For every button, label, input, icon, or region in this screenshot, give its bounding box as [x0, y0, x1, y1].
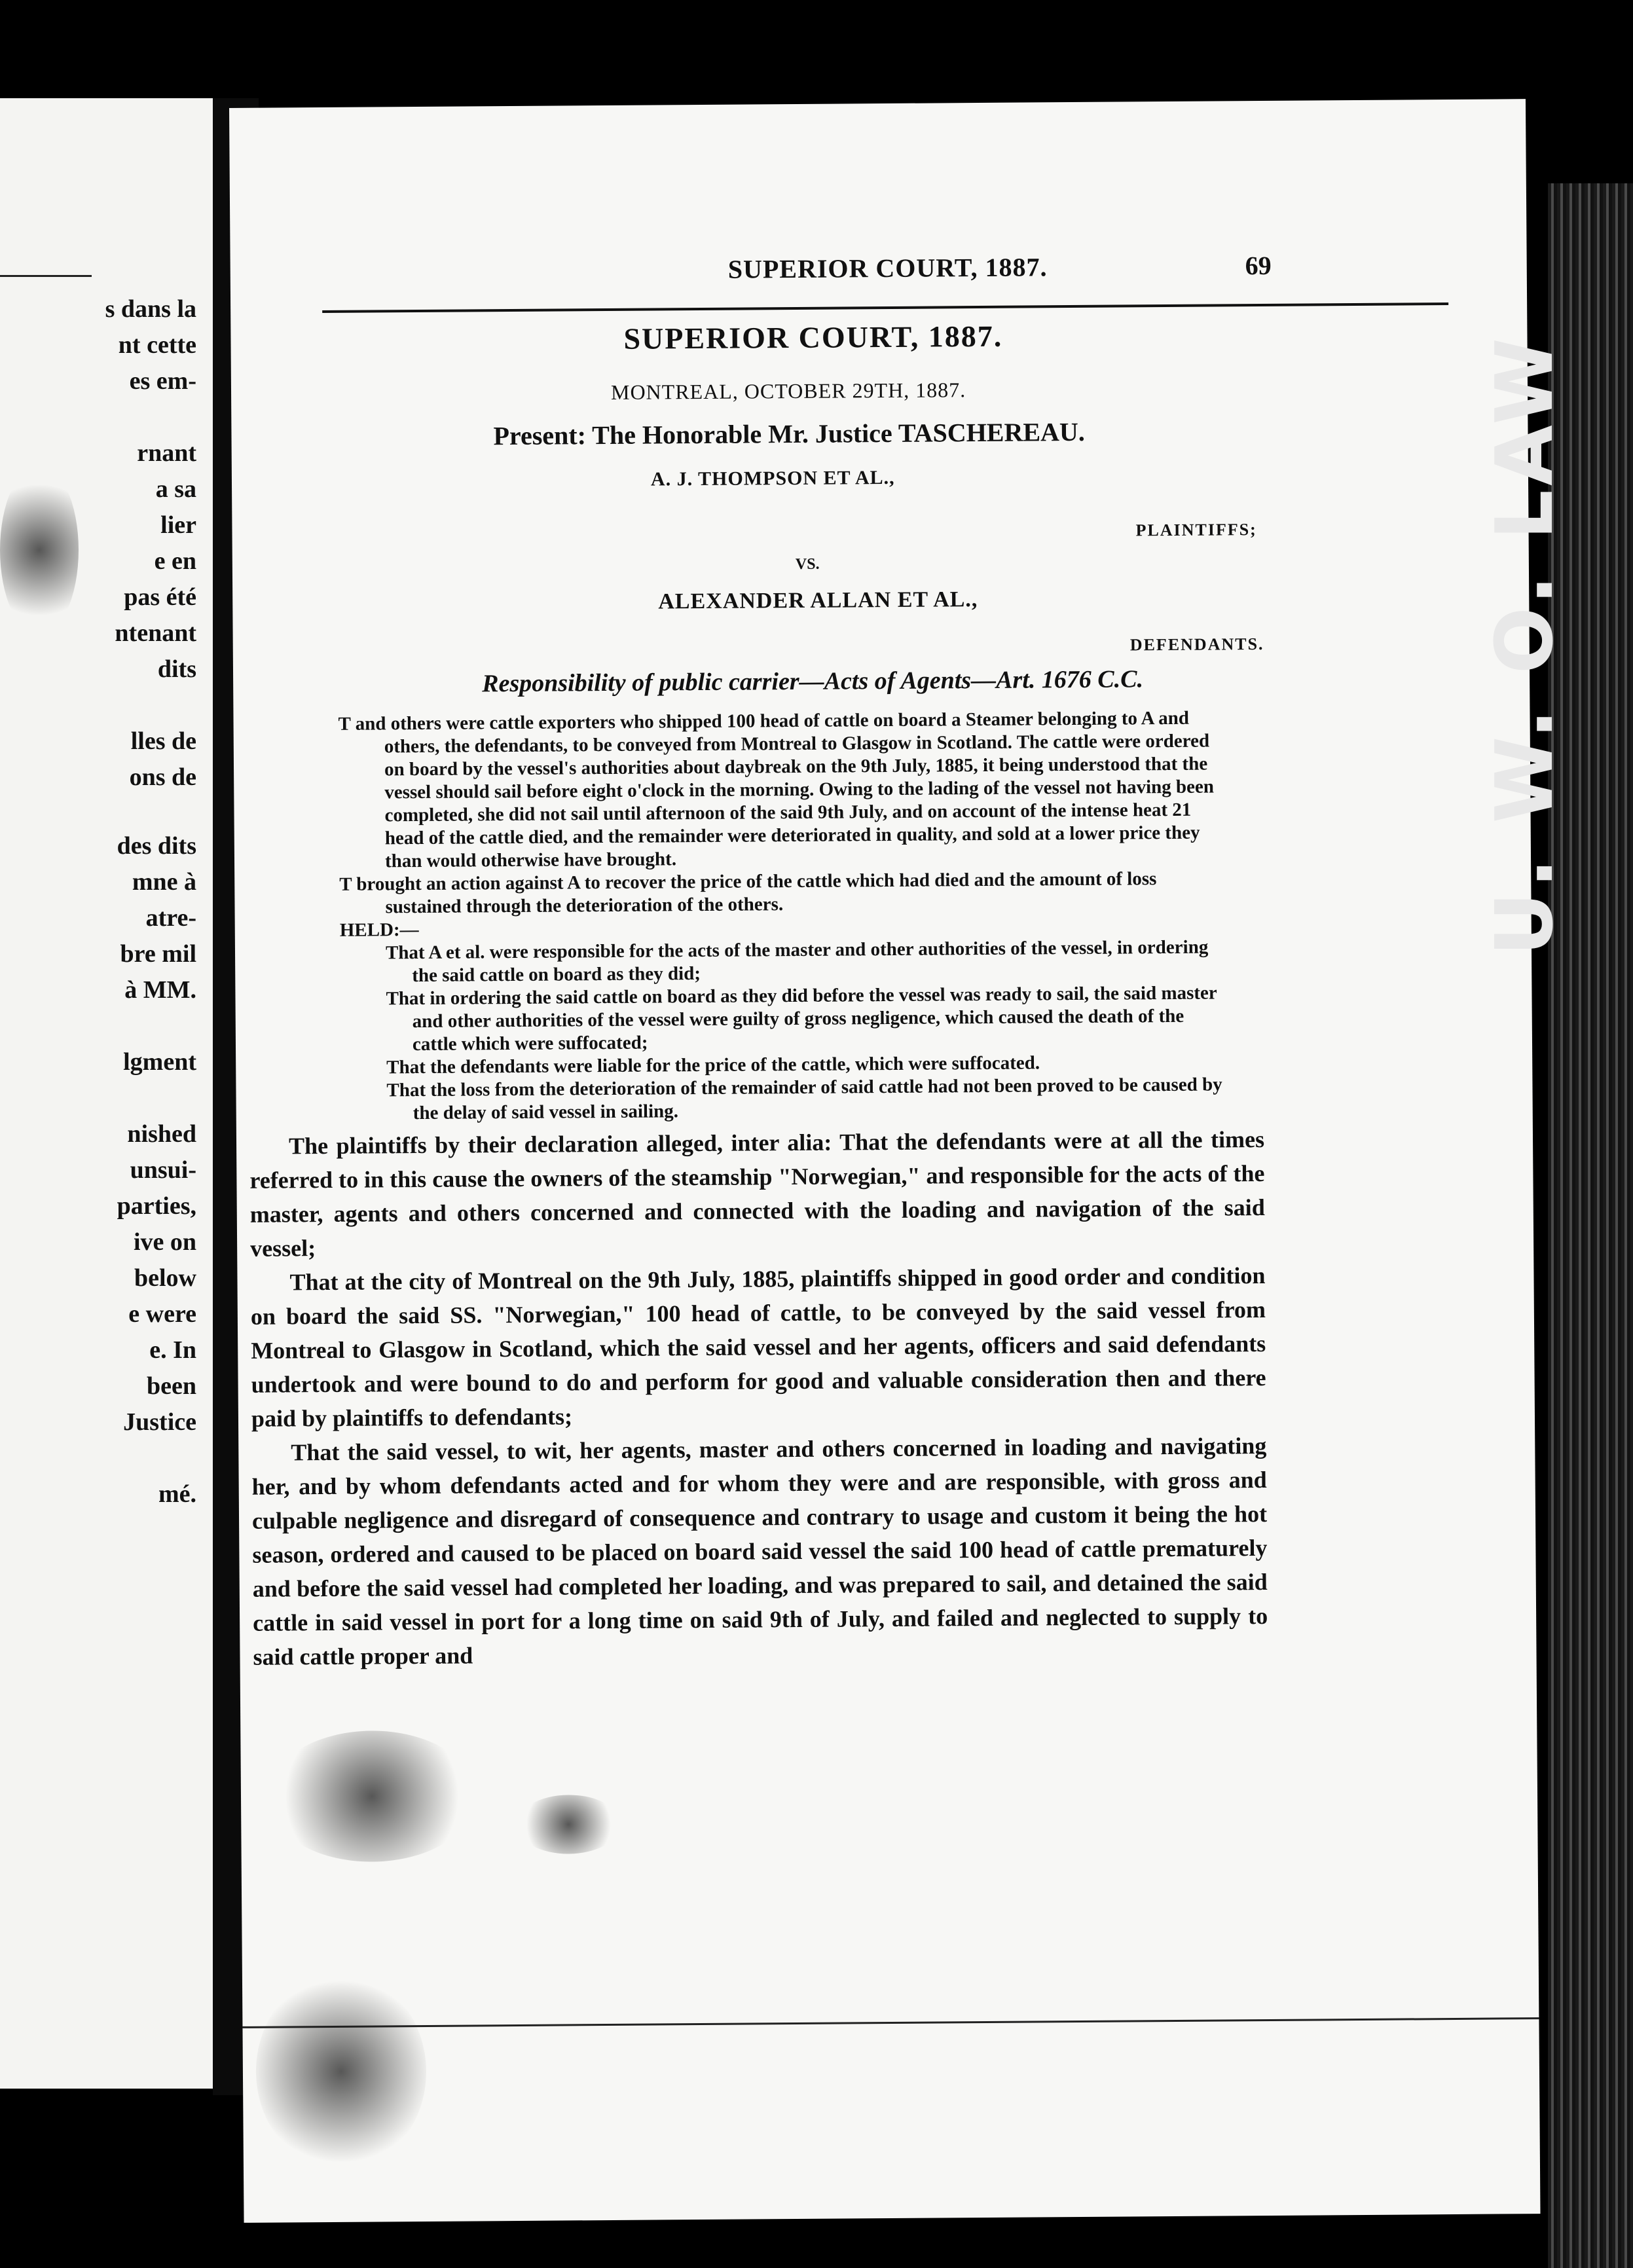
left-fragment-line: a sa: [155, 475, 196, 503]
left-fragment-line: es em-: [129, 367, 196, 395]
left-fragment-line: e. In: [149, 1336, 196, 1364]
left-fragment-line: e en: [154, 547, 196, 575]
defendant-name: ALEXANDER ALLAN ET AL.,: [658, 587, 978, 614]
page-number: 69: [1245, 250, 1272, 281]
ink-smudge: [266, 1730, 477, 1862]
dateline: MONTREAL, OCTOBER 29TH, 1887.: [610, 378, 966, 404]
ink-smudge: [255, 1973, 427, 2170]
left-fragment-line: des dits: [117, 832, 196, 860]
main-page: [229, 99, 1541, 2223]
left-fragment-line: ive on: [133, 1228, 196, 1256]
left-fragment-line: parties,: [117, 1192, 196, 1220]
left-fragment-line: à MM.: [124, 976, 196, 1004]
subject-heading: Responsibility of public carrier—Acts of Agents—Art. 1676 C.C.: [482, 665, 1144, 698]
left-fragment-line: nt cette: [118, 331, 196, 359]
present-line: Present: The Honorable Mr. Justice TASCHEREAU.: [493, 416, 1085, 451]
versus: VS.: [795, 555, 820, 573]
body-paragraph: The plaintiffs by their declaration alleged, inter alia: That the defendants were at all the times referred to in this cause the owners of the steamship "Norwegian," and responsible for the acts of the master, agents and others concerned and connected with the loading and navigation of the said vessel;: [249, 1126, 1265, 1262]
left-fragment-line: below: [134, 1264, 196, 1292]
left-fragment-line: lier: [160, 511, 196, 539]
court-title: SUPERIOR COURT, 1887.: [623, 319, 1003, 356]
library-stamp: U. W. O. LAW: [1480, 334, 1571, 956]
left-page-fragment: [0, 98, 218, 2089]
left-fragment-line: rnant: [137, 439, 196, 467]
held-section: [340, 913, 1232, 1125]
left-fragment-line: ntenant: [115, 619, 196, 647]
left-fragment-line: been: [147, 1372, 196, 1400]
left-fragment-line: mé.: [158, 1480, 196, 1508]
left-fragment-line: nished: [127, 1120, 196, 1148]
plaintiffs-label: PLAINTIFFS;: [1135, 520, 1257, 540]
left-fragment-line: atre-: [145, 904, 196, 932]
left-fragment-line: s dans la: [105, 295, 196, 323]
defendants-label: DEFENDANTS.: [1129, 634, 1264, 655]
headnote-facts: T and others were cattle exporters who shipped 100 head of cattle on board a Steamer belonging to A and others, the defendants, to be conveyed from Montreal to Glasgow in Scotland. The cattle were ordered on board by the vessel's authorities about daybreak on the 9th July, 1885, it being understood that the vessel should sail before eight o'clock in the morning. Owing to the lading of the vessel not having been completed, she did not sail until afternoon of the said 9th July, and on account of the intense heat 21 head of the cattle died, and the remainder were deteriorated in quality, and sold at a lower price they than would otherwise have brought.: [338, 707, 1215, 872]
left-fragment-line: lles de: [130, 727, 196, 755]
plaintiff-name: A. J. THOMPSON ET AL.,: [650, 466, 895, 490]
ink-smudge: [516, 1795, 621, 1854]
left-fragment-line: dits: [157, 655, 196, 683]
held-item: That in ordering the said cattle on board as they did before the vessel was ready to sail, the said master and other authorities of the vessel were guilty of gross negligence, which caused the death of the cattle which were suffocated;: [386, 982, 1217, 1055]
header-rule: [322, 302, 1448, 313]
left-fragment-line: Justice: [123, 1408, 196, 1436]
left-fragment-line: bre mil: [120, 940, 196, 968]
left-fragment-line: mne à: [132, 868, 196, 896]
left-fragment-line: pas été: [124, 583, 196, 611]
held-label: HELD:—: [339, 919, 419, 941]
headnote: [338, 706, 1231, 1125]
held-item: That the loss from the deterioration of the remainder of said cattle had not been proved to be caused by the delay of said vessel in sailing.: [386, 1074, 1222, 1124]
body-paragraph: That at the city of Montreal on the 9th July, 1885, plaintiffs shipped in good order and condition on board the said SS. "Norwegian," 100 head of cattle, to be conveyed by the said vessel from Montreal to Glasgow in Scotland, which the said vessel and her agents, officers and said defendants undertook and were bound to do and perform for good and valuable consideration then and there paid by plaintiffs to defendants;: [250, 1262, 1266, 1432]
body-text: [249, 1122, 1268, 1674]
held-item: That the defendants were liable for the price of the cattle, which were suffocated.: [386, 1052, 1040, 1078]
left-fragment-line: unsui-: [130, 1156, 196, 1184]
left-fragment-line: lgment: [123, 1048, 196, 1076]
headnote-action: T brought an action against A to recover the price of the cattle which had died and the amount of loss sustained through the deterioration of the others.: [339, 868, 1157, 918]
held-item: That A et al. were responsible for the acts of the master and other authorities of the vessel, in ordering the said cattle on board as they did;: [385, 936, 1209, 987]
body-paragraph: That the said vessel, to wit, her agents, master and others concerned in loading and navigating her, and by whom defendants acted and for whom they were and are responsible, with gross and culpable negligence and disregard of consequence and contrary to usage and custom it being the hot season, ordered and caused to be placed on board said vessel the said 100 head of cattle prematurely and before the said vessel had completed her loading, and was prepared to sail, and detained the said cattle in said vessel in port for a long time on said 9th of July, and failed and neglected to supply to said cattle proper and: [251, 1432, 1268, 1670]
running-head: SUPERIOR COURT, 1887.: [727, 252, 1048, 284]
ink-smudge: [0, 465, 79, 635]
bottom-rule: [242, 2017, 1539, 2028]
left-fragment-line: e were: [128, 1300, 196, 1328]
left-fragment-line: ons de: [129, 763, 196, 791]
left-page-rule: [0, 275, 92, 277]
